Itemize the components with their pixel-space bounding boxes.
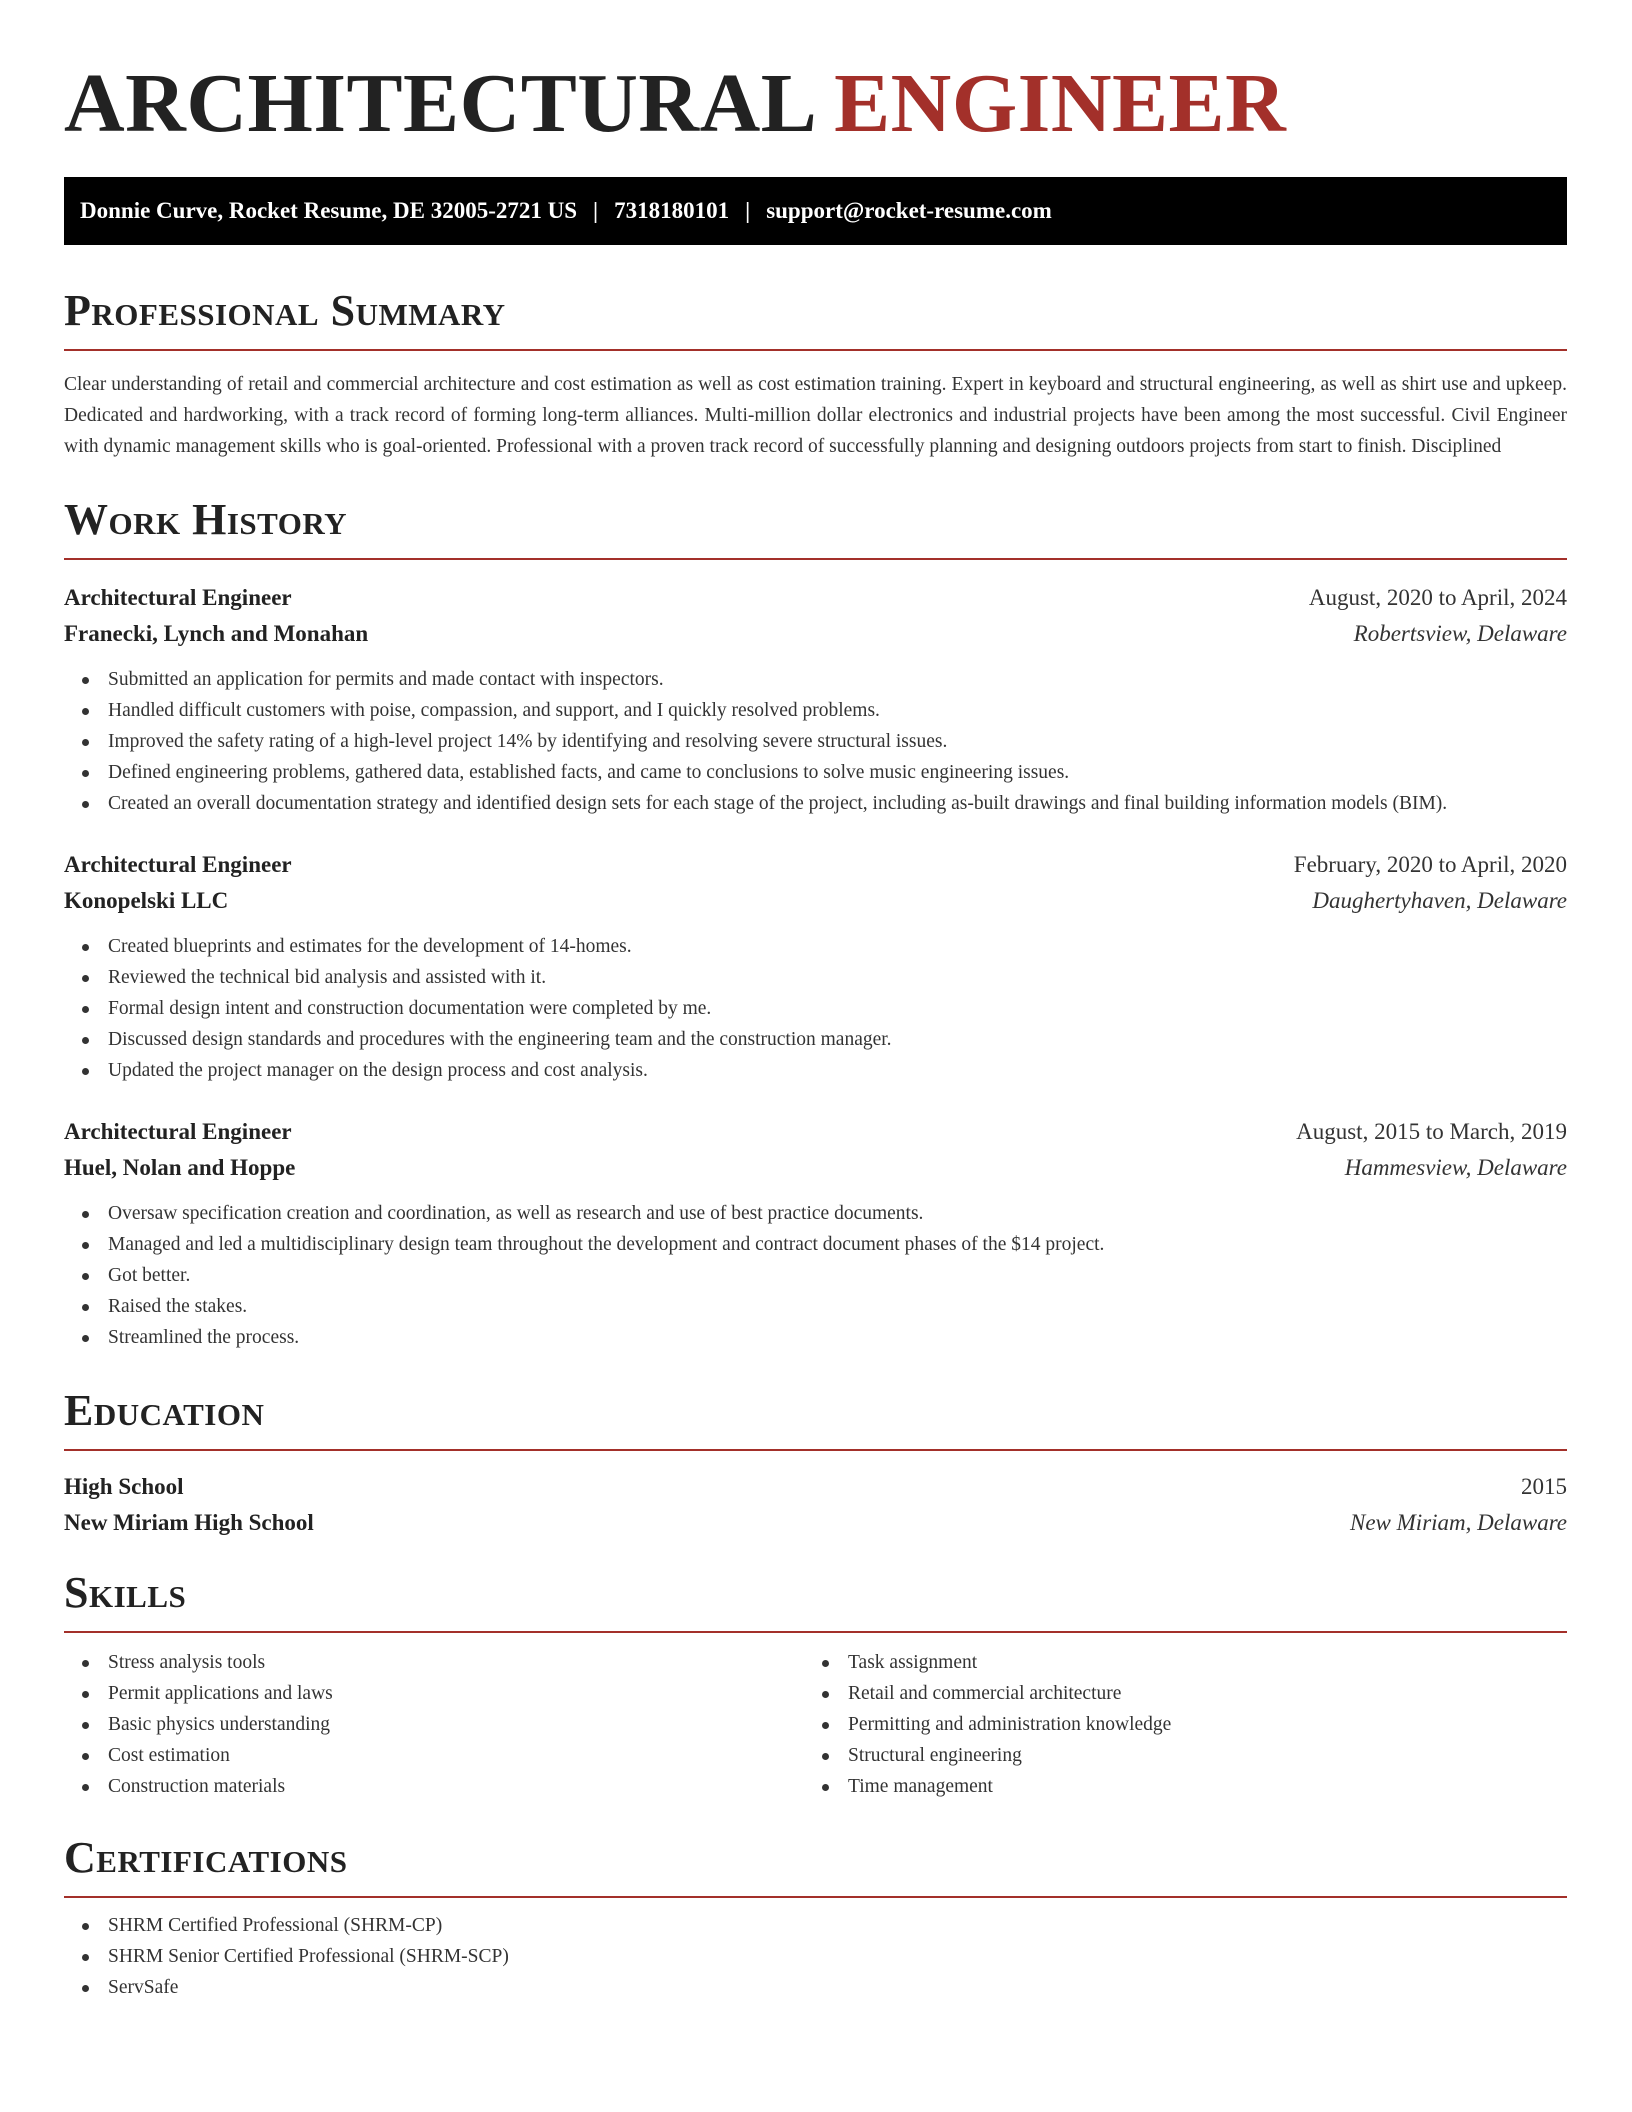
list-item: Managed and led a multidisciplinary design team throughout the development and contract document phases of the $14 project. (64, 1229, 1567, 1260)
skill-item: Basic physics understanding (64, 1709, 804, 1740)
work-history-heading: Work History (64, 495, 348, 544)
certifications-list (64, 1910, 1567, 2003)
job-bullets (64, 931, 1567, 1086)
job-title: Architectural Engineer (64, 1119, 292, 1144)
list-item: Streamlined the process. (64, 1322, 1567, 1353)
certification-item: SHRM Certified Professional (SHRM-CP) (64, 1910, 1567, 1941)
contact-bar (64, 177, 1567, 245)
skills-heading: Skills (64, 1568, 187, 1617)
job-entry (64, 847, 1567, 1086)
education-degree: High School (64, 1474, 184, 1499)
list-item: Updated the project manager on the design process and cost analysis. (64, 1055, 1567, 1086)
job-header-row (64, 847, 1567, 883)
job-entry (64, 1114, 1567, 1353)
section-divider (64, 1449, 1567, 1451)
education-school-row (64, 1505, 1567, 1541)
list-item: Improved the safety rating of a high-level project 14% by identifying and resolving severe structural issues. (64, 726, 1567, 757)
job-company: Konopelski LLC (64, 888, 229, 913)
resume-page (64, 0, 1567, 2003)
job-bullets (64, 1198, 1567, 1353)
section-divider (64, 1896, 1567, 1898)
job-title: Architectural Engineer (64, 852, 292, 877)
skills-grid (64, 1647, 1567, 1802)
education-location: New Miriam, Delaware (1350, 1510, 1567, 1535)
section-divider (64, 349, 1567, 351)
title-main: ARCHITECTURAL (64, 57, 813, 150)
summary-text: Clear understanding of retail and commercial architecture and cost estimation as well as cost estimation training. Expert in keyboard and structural engineering, as well as shirt use and upkeep. Dedicated and hardworking, with a track record of forming long-term alliances. Multi-million dollar electronics and industrial projects have been among the most successful. Civil Engineer with dynamic management skills who is goal-oriented. Professional with a proven track record of successfully planning and designing outdoors projects from start to finish. Disciplined (64, 374, 1567, 457)
job-dates: August, 2020 to April, 2024 (1308, 585, 1567, 610)
list-item: Discussed design standards and procedures with the engineering team and the construction manager. (64, 1024, 1567, 1055)
job-location: Hammesview, Delaware (1344, 1155, 1567, 1180)
skills-column-left (64, 1647, 804, 1802)
job-title: Architectural Engineer (64, 585, 292, 610)
list-item: Handled difficult customers with poise, compassion, and support, and I quickly resolved problems. (64, 695, 1567, 726)
skill-item: Retail and commercial architecture (804, 1678, 1544, 1709)
contact-separator: | (593, 198, 599, 223)
job-company: Huel, Nolan and Hoppe (64, 1155, 296, 1180)
job-company: Franecki, Lynch and Monahan (64, 621, 369, 646)
skill-item: Task assignment (804, 1647, 1544, 1678)
list-item: Got better. (64, 1260, 1567, 1291)
contact-email[interactable]: support@rocket-resume.com (766, 198, 1052, 223)
skill-item: Permitting and administration knowledge (804, 1709, 1544, 1740)
job-company-row (64, 616, 1567, 652)
skill-item: Cost estimation (64, 1740, 804, 1771)
job-header-row (64, 1114, 1567, 1150)
job-entry (64, 580, 1567, 819)
certification-item: ServSafe (64, 1972, 1567, 2003)
job-header-row (64, 580, 1567, 616)
job-dates: February, 2020 to April, 2020 (1293, 852, 1567, 877)
section-divider (64, 558, 1567, 560)
contact-separator: | (745, 198, 751, 223)
summary-heading: Professional Summary (64, 286, 506, 335)
education-year: 2015 (1521, 1474, 1567, 1499)
list-item: Submitted an application for permits and made contact with inspectors. (64, 664, 1567, 695)
contact-phone: 7318180101 (614, 198, 730, 223)
list-item: Reviewed the technical bid analysis and assisted with it. (64, 962, 1567, 993)
skill-item: Permit applications and laws (64, 1678, 804, 1709)
section-divider (64, 1631, 1567, 1633)
education-entry (64, 1469, 1567, 1541)
certification-item: SHRM Senior Certified Professional (SHRM-SCP) (64, 1941, 1567, 1972)
skill-item: Stress analysis tools (64, 1647, 804, 1678)
education-heading: Education (64, 1386, 265, 1435)
job-company-row (64, 1150, 1567, 1186)
list-item: Defined engineering problems, gathered data, established facts, and came to conclusions to solve music engineering issues. (64, 757, 1567, 788)
list-item: Formal design intent and construction documentation were completed by me. (64, 993, 1567, 1024)
list-item: Created an overall documentation strategy and identified design sets for each stage of the project, including as-built drawings and final building information models (BIM). (64, 788, 1567, 819)
skill-item: Construction materials (64, 1771, 804, 1802)
job-location: Robertsview, Delaware (1353, 621, 1567, 646)
job-dates: August, 2015 to March, 2019 (1296, 1119, 1567, 1144)
skill-item: Time management (804, 1771, 1544, 1802)
resume-title (64, 56, 1567, 152)
job-company-row (64, 883, 1567, 919)
skills-column-right (804, 1647, 1544, 1802)
contact-address: Donnie Curve, Rocket Resume, DE 32005-2721 US (80, 198, 578, 223)
list-item: Oversaw specification creation and coordination, as well as research and use of best practice documents. (64, 1198, 1567, 1229)
list-item: Created blueprints and estimates for the development of 14-homes. (64, 931, 1567, 962)
skill-item: Structural engineering (804, 1740, 1544, 1771)
list-item: Raised the stakes. (64, 1291, 1567, 1322)
job-location: Daughertyhaven, Delaware (1312, 888, 1567, 913)
title-accent: ENGINEER (834, 57, 1287, 150)
job-bullets (64, 664, 1567, 819)
certifications-heading: Certifications (64, 1833, 348, 1882)
education-school: New Miriam High School (64, 1510, 314, 1535)
education-degree-row (64, 1469, 1567, 1505)
